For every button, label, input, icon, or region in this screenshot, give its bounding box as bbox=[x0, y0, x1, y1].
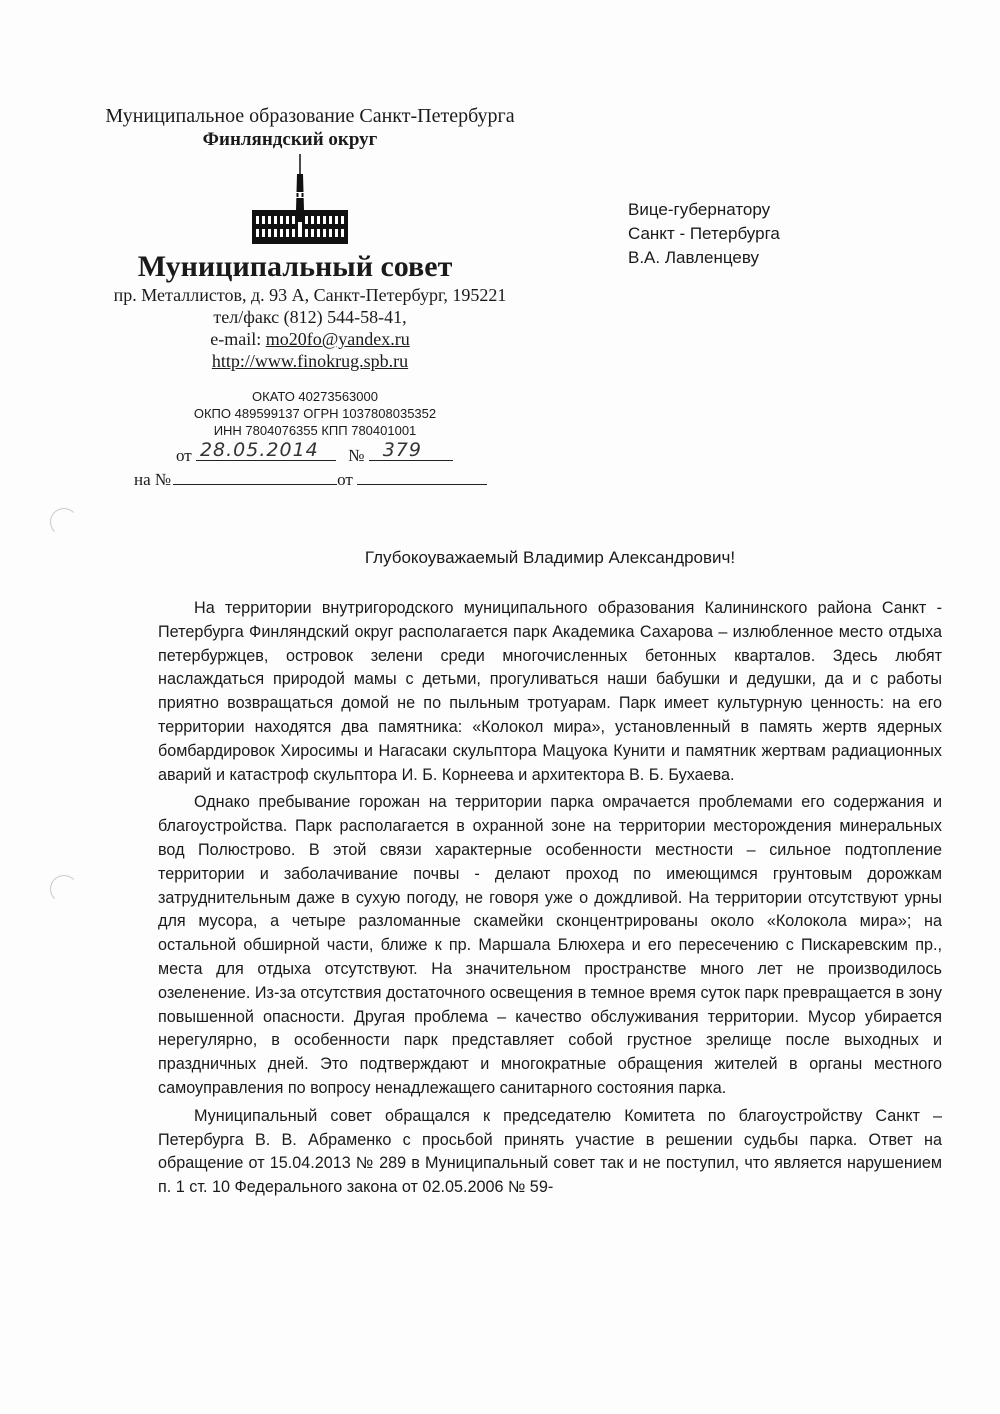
incoming-from-label: от bbox=[337, 470, 353, 489]
punch-hole-mark bbox=[50, 875, 78, 903]
on-number-label: на № bbox=[134, 470, 172, 489]
date-field bbox=[196, 439, 336, 461]
addressee-name: В.А. Лавленцеву bbox=[628, 248, 760, 267]
incoming-reference bbox=[134, 466, 487, 490]
body-paragraph: На территории внутригородского муниципального образования Калининского района Санкт - Петербурга Финляндский округ располагается парк Академика Сахарова – излюбленное место отдыха петербуржцев, островок зелени среди многочисленных бетонных кварталов. Здесь любят наслаждаться природой мамы с детьми, прогуливаться наши бабушки и дедушки, да и с работы приятно возвращаться домой не по пыльным тротуарам. Парк имеет культурную ценность: на его территории находятся два памятника: «Колокол мира», установленный в память жертв ядерных бомбардировок Хиросимы и Нагасаки скульптора Мацуока Кунити и памятник жертвам радиационных аварий и катастроф скульптора И. Б. Корнеева и архитектора В. Б. Бухаева. bbox=[158, 599, 942, 784]
council-website bbox=[30, 350, 590, 372]
email-link[interactable]: mo20fo@yandex.ru bbox=[265, 329, 410, 349]
registry-codes bbox=[150, 388, 480, 439]
website-link[interactable]: http://www.finokrug.spb.ru bbox=[211, 351, 409, 371]
council-address: пр. Металлистов, д. 93 А, Санкт-Петербург, 195221 bbox=[113, 285, 507, 305]
addressee-title: Вице-губернатору bbox=[628, 200, 771, 219]
outgoing-reference bbox=[176, 439, 453, 466]
handwritten-date: 28.05.2014 bbox=[199, 439, 319, 461]
body-paragraph: Муниципальный совет обращался к председателю Комитета по благоустройству Санкт – Петербурга В. В. Абраменко с просьбой принять участие в решении судьбы парка. Ответ на обращение от 15.04.2013 № 289 в Муниципальный совет так и не поступил, что является нарушением п. 1 ст. 10 Федерального закона от 02.05.2006 № 59- bbox=[158, 1106, 942, 1197]
number-label: № bbox=[348, 446, 365, 465]
addressee-city: Санкт - Петербурга bbox=[628, 224, 780, 243]
incoming-date-field bbox=[357, 466, 487, 485]
building-spire-emblem-icon bbox=[250, 152, 350, 246]
council-name: Муниципальный совет bbox=[137, 250, 453, 283]
okpo-ogrn-code: ОКПО 489599137 ОГРН 1037808035352 bbox=[193, 406, 437, 421]
number-field bbox=[369, 439, 453, 461]
punch-hole-mark bbox=[50, 508, 78, 536]
inn-kpp-code: ИНН 7804076355 КПП 780401001 bbox=[213, 423, 417, 438]
council-email bbox=[30, 328, 590, 350]
from-label: от bbox=[176, 446, 192, 465]
letterhead bbox=[30, 104, 590, 372]
email-label: e-mail: bbox=[210, 329, 266, 349]
okato-code: ОКАТО 40273563000 bbox=[252, 389, 378, 404]
org-name: Муниципальное образование Санкт-Петербурга bbox=[105, 105, 515, 127]
letter-body bbox=[158, 597, 942, 1204]
handwritten-number: 379 bbox=[382, 439, 422, 461]
body-paragraph: Однако пребывание горожан на территории парка омрачается проблемами его содержания и благоустройства. Парк располагается в охранной зоне на территории месторождения минеральных вод Полюстрово. В этой связи характерные особенности местности – сильное подтопление территории и заболачивание почвы - делают проход по имеющимся грунтовым дорожкам затруднительным даже в сухую погоду, не говоря уже о дождливой. На территории отсутствуют урны для мусора, а четыре разломанные скамейки сконцентрированы около «Колокола мира»; на остальной обширной части, ближе к пр. Маршала Блюхера и его пересечению с Пискаревским пр., места для отдыха отсутствуют. На значительном пространстве много лет не производилось озеленение. Из-за отсутствия достаточного освещения в темное время суток парк превращается в зону повышенной опасности. Другая проблема – качество обслуживания территории. Мусор убирается нерегулярно, в особенности парк представляет собой грустное зрелище после выходных и праздничных дней. Это подтверждают и многократные обращения жителей в органы местного самоуправления по вопросу ненадлежащего санитарного состояния парка. bbox=[158, 793, 942, 1097]
district-name: Финляндский округ bbox=[202, 129, 378, 150]
incoming-number-field bbox=[173, 466, 337, 485]
salutation: Глубокоуважаемый Владимир Александрович! bbox=[364, 548, 736, 567]
addressee-block bbox=[628, 198, 780, 270]
council-phone: тел/факс (812) 544-58-41, bbox=[213, 307, 407, 327]
